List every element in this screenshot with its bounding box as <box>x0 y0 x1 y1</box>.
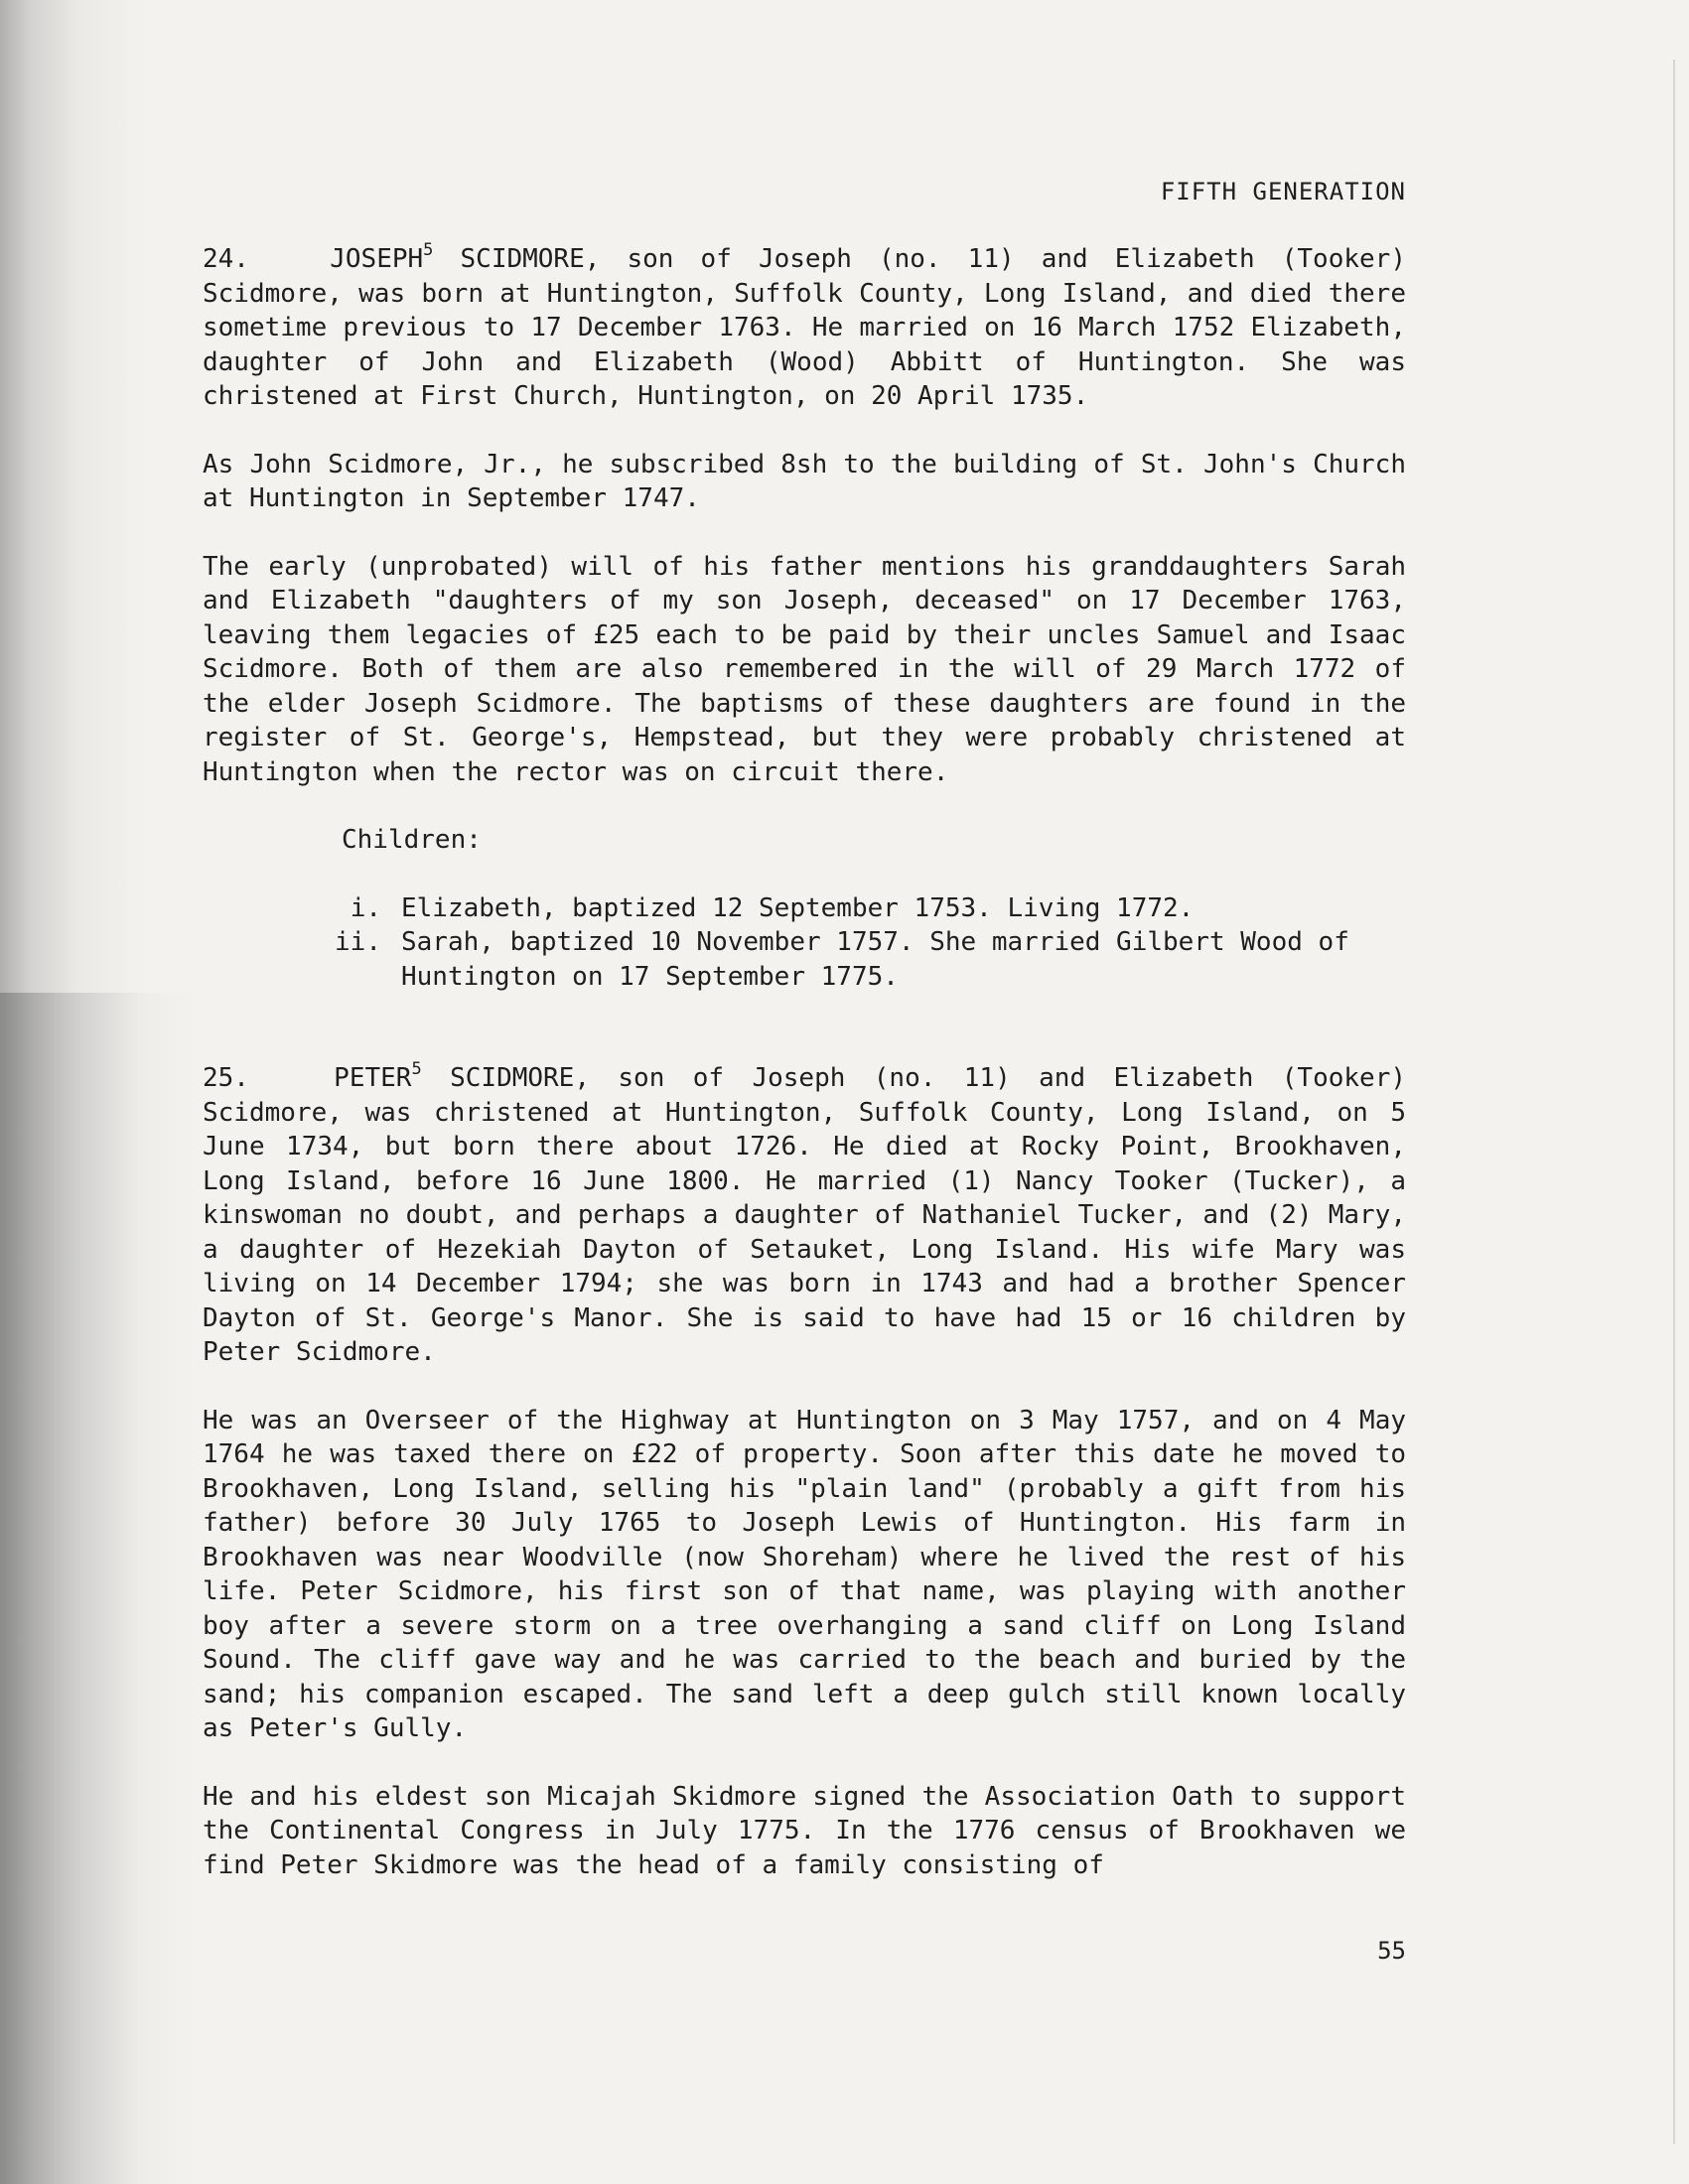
paragraph: He and his eldest son Micajah Skidmore signed the Association Oath to support the Continental Congress in July 1775. In the 1776 census of Brookhaven we find Peter Skidmore was the head of a family consisting of <box>203 1781 1406 1880</box>
scan-shadow-left <box>0 0 149 2184</box>
paragraph: As John Scidmore, Jr., he subscribed 8sh to the building of St. John's Church at Huntington in September 1747. <box>203 449 1406 513</box>
entry-name: JOSEPH <box>330 244 424 274</box>
running-head: FIFTH GENERATION <box>1160 178 1406 205</box>
entry-peter-scidmore <box>203 1061 1406 1882</box>
scan-shadow-lower-left <box>0 993 199 2184</box>
entry-number: 24. <box>203 244 249 274</box>
entry-intro-text: , son of Joseph (no. 11) and Elizabeth (Tooker) Scidmore, was christened at Huntington, Suffolk County, Long Island, on 5 June 1734, but born there about 1726. He died at Rocky Point, Brookhaven, Long Island, before 16 June 1800. He married (1) Nancy Tooker (Tucker), a kinswoman no doubt, and perhaps a daughter of Nathaniel Tucker, and (2) Mary, a daughter of Hezekiah Dayton of Setauket, Long Island. His wife Mary was living on 14 December 1794; she was born in 1743 and had a brother Spencer Dayton of St. George's Manor. She is said to have had 15 or 16 children by Peter Scidmore. <box>203 1063 1406 1367</box>
entry-surname: SCIDMORE <box>450 1063 575 1093</box>
entry-intro-text: , son of Joseph (no. 11) and Elizabeth (Tooker) Scidmore, was born at Huntington, Suffolk County, Long Island, and died there sometime previous to 17 December 1763. He married on 16 March 1752 Elizabeth, daughter of John and Elizabeth (Wood) Abbitt of Huntington. She was christened at First Church, Huntington, on 20 April 1735. <box>203 244 1406 411</box>
child-number: i. <box>350 892 381 923</box>
paragraph: The early (unprobated) will of his father mentions his granddaughters Sarah and Elizabeth "daughters of my son Joseph, deceased" on 17 December 1763, leaving them legacies of £25 each to be paid by their uncles Samuel and Isaac Scidmore. Both of them are also remembered in the will of 29 March 1772 of the elder Joseph Scidmore. The baptisms of these daughters are found in the register of St. George's, Hempstead, but they were probably christened at Huntington when the rector was on circuit there. <box>203 551 1406 787</box>
document-body <box>203 242 1406 1882</box>
paragraph: He was an Overseer of the Highway at Huntington on 3 May 1757, and on 4 May 1764 he was taxed there on £22 of property. Soon after this date he moved to Brookhaven, Long Island, selling his "plain land" (probably a gift from his father) before 30 July 1765 to Joseph Lewis of Huntington. His farm in Brookhaven was near Woodville (now Shoreham) where he lived the rest of his life. Peter Scidmore, his first son of that name, was playing with another boy after a severe storm on a tree overhanging a sand cliff on Long Island Sound. The cliff gave way and he was carried to the beach and buried by the sand; his companion escaped. The sand left a deep gulch still known locally as Peter's Gully. <box>203 1405 1406 1743</box>
child-text: Sarah, baptized 10 November 1757. She married Gilbert Wood of Huntington on 17 September 1775. <box>401 927 1349 992</box>
entry-intro <box>203 1061 1406 1370</box>
child-number: ii. <box>335 927 381 957</box>
entry-surname: SCIDMORE <box>460 244 585 274</box>
generation-superscript: 5 <box>423 240 434 260</box>
entry-joseph-scidmore <box>203 242 1406 994</box>
page-edge-right <box>1673 60 1675 2144</box>
generation-superscript: 5 <box>411 1059 422 1079</box>
child-item <box>203 891 1406 926</box>
entry-intro <box>203 242 1406 414</box>
page-number: 55 <box>1377 1937 1406 1965</box>
entry-name: PETER <box>334 1063 412 1093</box>
child-item <box>203 925 1406 994</box>
child-text: Elizabeth, baptized 12 September 1753. Living 1772. <box>401 892 1195 923</box>
entry-number: 25. <box>203 1063 249 1093</box>
children-label: Children: <box>342 825 482 855</box>
